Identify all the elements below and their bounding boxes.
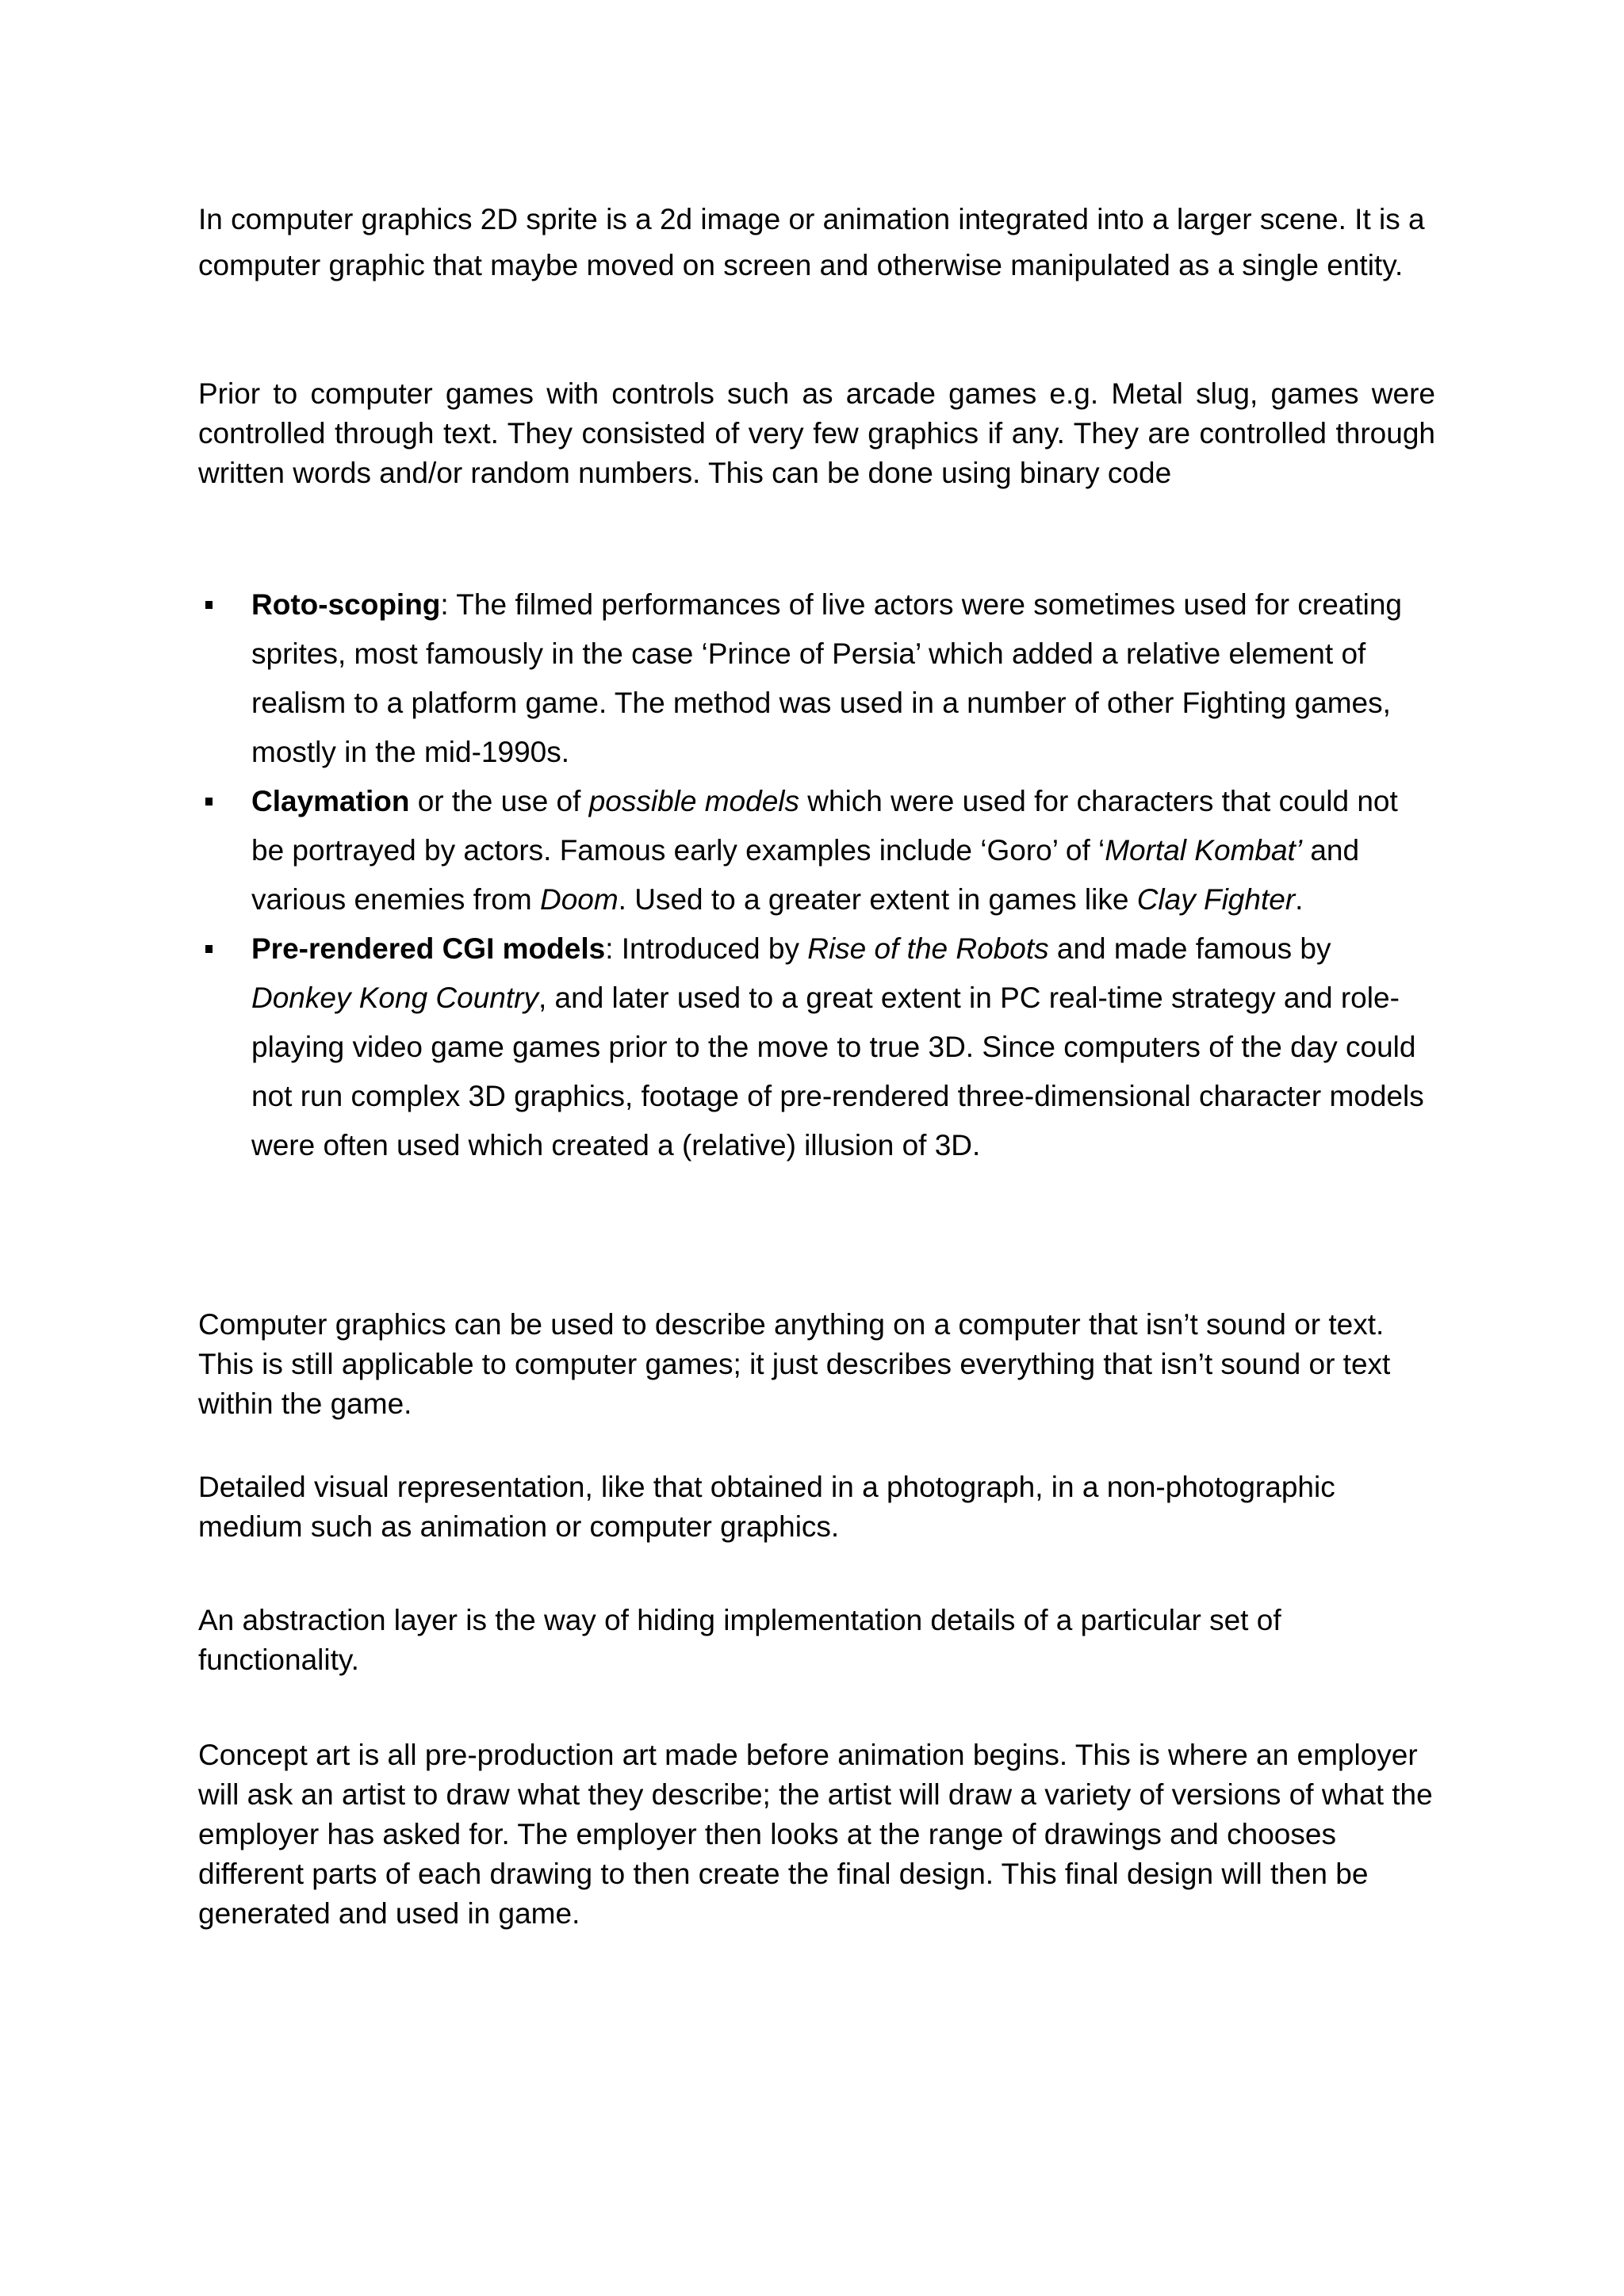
square-bullet-icon	[205, 798, 213, 806]
sprite-definition-paragraph: In computer graphics 2D sprite is a 2d image or animation integrated into a larger scene. It is a computer graphic that maybe moved on screen and otherwise manipulated as a single entity.	[198, 203, 1425, 281]
text-games-paragraph: Prior to computer games with controls such as arcade games e.g. Metal slug, games were controlled through text. They consisted of very few graphics if any. They are controlled through written words and/or random numbers. This can be done using binary code	[198, 377, 1435, 489]
computer-graphics-paragraph: Computer graphics can be used to describe anything on a computer that isn’t sound or text. This is still applicable to computer games; it just describes everything that isn’t sound or text within the game.	[198, 1308, 1391, 1420]
claymation-text: .	[1295, 883, 1304, 916]
roto-scoping-text: : The filmed performances of live actors were sometimes used for creating sprites, most famously in the case ‘Prince of Persia’ which added a relative element of realism to a platform game. The method was used in a number of other Fighting games, mostly in the mid-1990s.	[251, 588, 1403, 768]
pre-rendered-cgi-term: Pre-rendered CGI models	[251, 932, 606, 965]
list-item-roto-scoping	[198, 580, 1435, 777]
pre-rendered-cgi-text: : Introduced by	[605, 932, 808, 965]
game-title-clay-fighter: Clay Fighter	[1136, 883, 1296, 916]
square-bullet-icon	[205, 945, 213, 953]
claymation-term: Claymation	[251, 785, 410, 817]
pre-rendered-cgi-text: , and later used to a great extent in PC real-time strategy and role-playing video game games prior to the move to true 3D. Since computers of the day could not run complex 3D graphics, footage of pre-rendered three-dimensional character models were often used which created a (relative) illusion of 3D.	[251, 982, 1424, 1161]
square-bullet-icon	[205, 601, 213, 609]
concept-art-paragraph: Concept art is all pre-production art made before animation begins. This is where an employer will ask an artist to draw what they describe; the artist will draw a variety of versions of what the employer has asked for. The employer then looks at the range of drawings and chooses different parts of each drawing to then create the final design. This final design will then be generated and used in game.	[198, 1739, 1433, 1930]
list-item-claymation	[198, 777, 1435, 924]
photorealism-paragraph: Detailed visual representation, like that obtained in a photograph, in a non-photographic medium such as animation or computer graphics.	[198, 1471, 1335, 1543]
claymation-text: . Used to a greater extent in games like	[618, 883, 1137, 916]
game-title-mortal-kombat: Mortal Kombat’	[1105, 834, 1303, 867]
claymation-text: and various enemies from	[251, 834, 1360, 916]
abstraction-layer-paragraph: An abstraction layer is the way of hiding implementation details of a particular set of functionality.	[198, 1604, 1281, 1676]
claymation-text: or the use of	[409, 785, 589, 817]
claymation-italic-text: possible models	[588, 785, 799, 817]
game-title-donkey-kong-country: Donkey Kong Country	[251, 982, 538, 1014]
list-item-pre-rendered-cgi	[198, 924, 1435, 1170]
sprite-techniques-list	[198, 580, 1435, 1170]
game-title-doom: Doom	[539, 883, 619, 916]
game-title-rise-of-the-robots: Rise of the Robots	[807, 932, 1049, 965]
roto-scoping-term: Roto-scoping	[251, 588, 441, 621]
pre-rendered-cgi-text: and made famous by	[1048, 932, 1331, 965]
claymation-text: which were used for characters that could not be portrayed by actors. Famous early examples include ‘Goro’ of ‘	[251, 785, 1398, 867]
